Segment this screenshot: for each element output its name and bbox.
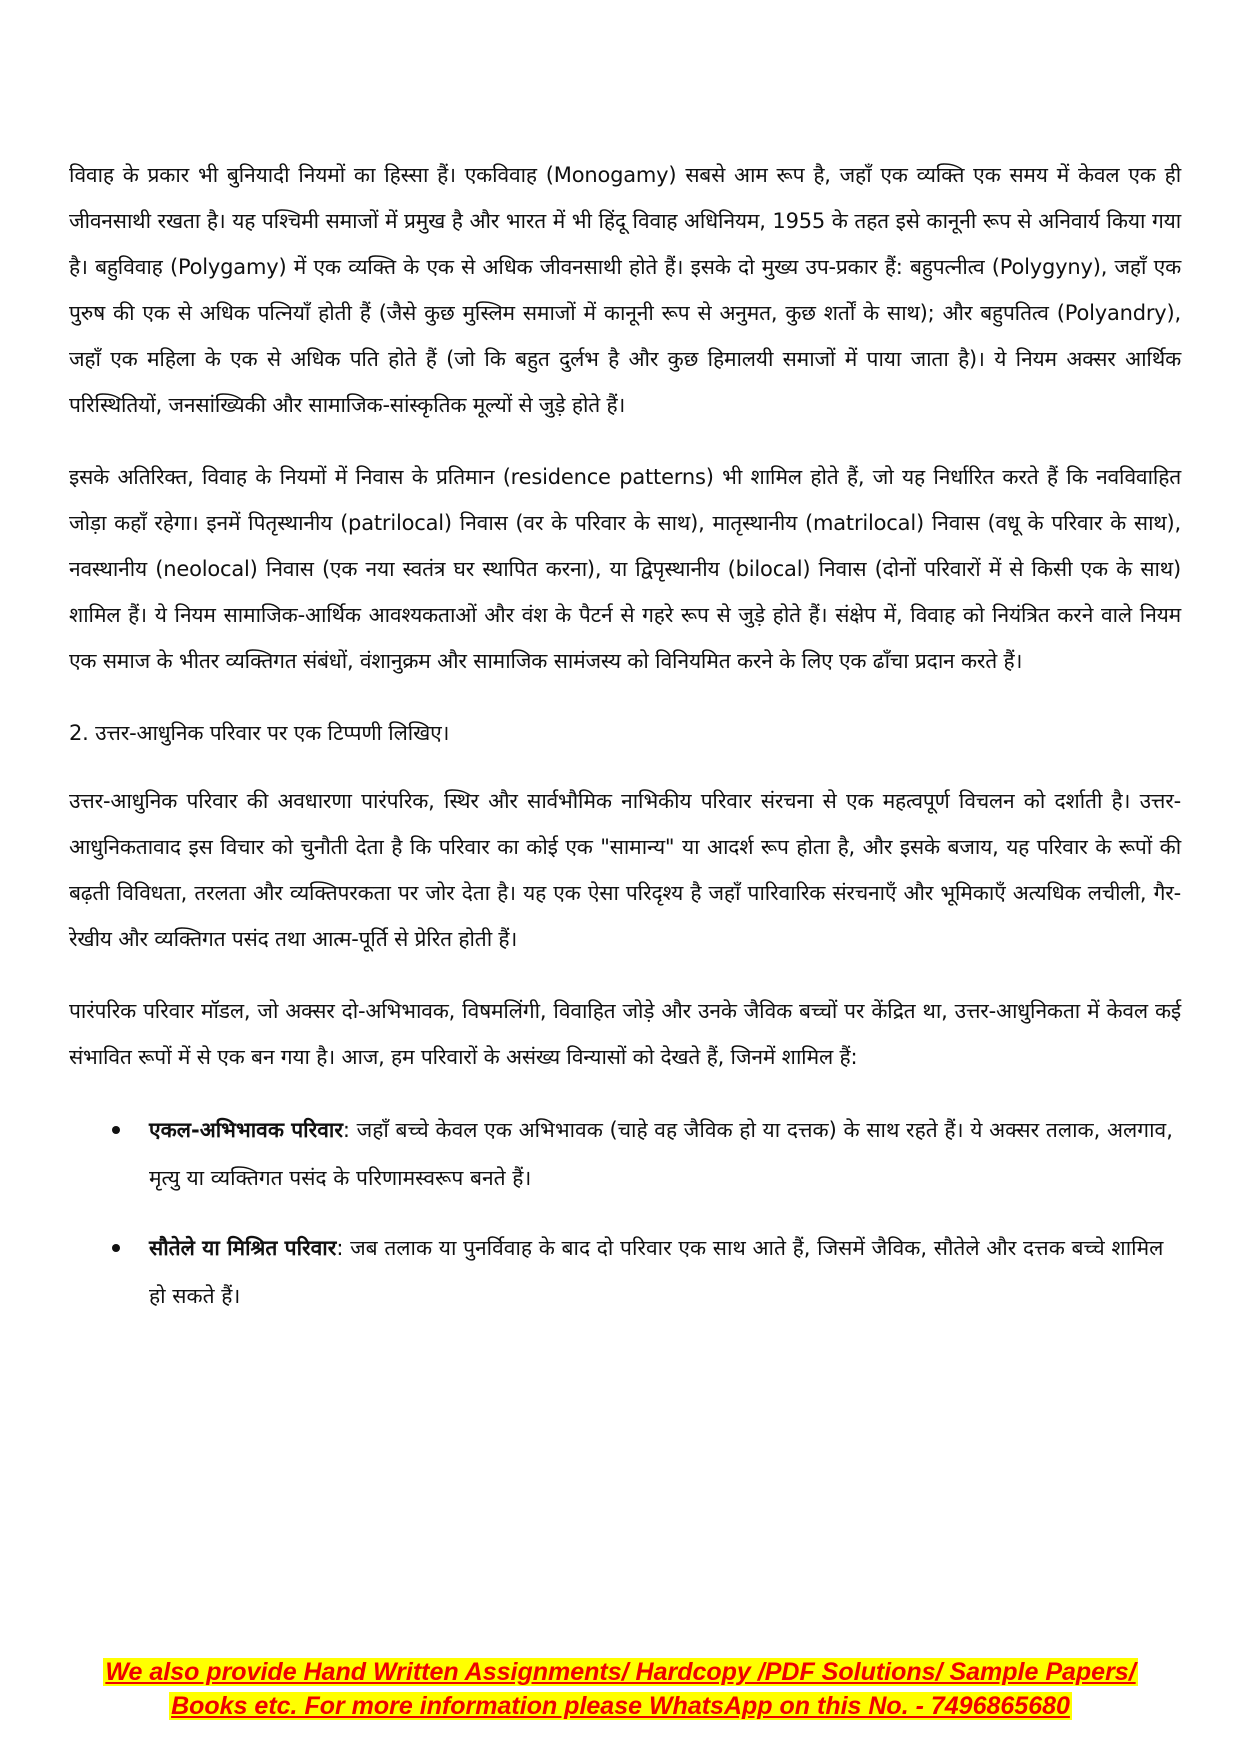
- list-item: [69, 1224, 1181, 1320]
- bullet-icon: [112, 1244, 120, 1252]
- footer-line-1: We also provide Hand Written Assignments/ Hardcopy /PDF Solutions/ Sample Papers/: [105, 1658, 1136, 1686]
- footer-line-2: Books etc. For more information please WhatsApp on this No. - 7496865680: [171, 1692, 1070, 1720]
- list-item-text: : जहाँ बच्चे केवल एक अभिभावक (चाहे वह जैविक हो या दत्तक) के साथ रहते हैं। ये अक्सर तलाक, अलगाव, मृत्यु या व्यक्तिगत पसंद के परिणामस्वरूप बनते हैं।: [149, 1118, 1173, 1190]
- paragraph-marriage-types: विवाह के प्रकार भी बुनियादी नियमों का हिस्सा हैं। एकविवाह (Monogamy) सबसे आम रूप है, जहाँ एक व्यक्ति एक समय में केवल एक ही जीवनसाथी रखता है। यह पश्चिमी समाजों में प्रमुख है और भारत में भी हिंदू विवाह अधिनियम, 1955 के तहत इसे कानूनी रूप से अनिवार्य किया गया है। बहुविवाह (Polygamy) में एक व्यक्ति के एक से अधिक जीवनसाथी होते हैं। इसके दो मुख्य उप-प्रकार हैं: बहुपत्नीत्व (Polygyny), जहाँ एक पुरुष की एक से अधिक पत्नियाँ होती हैं (जैसे कुछ मुस्लिम समाजों में कानूनी रूप से अनुमत, कुछ शर्तों के साथ); और बहुपतित्व (Polyandry), जहाँ एक महिला के एक से अधिक पति होते हैं (जो कि बहुत दुर्लभ है और कुछ हिमालयी समाजों में पाया जाता है)। ये नियम अक्सर आर्थिक परिस्थितियों, जनसांख्यिकी और सामाजिक-सांस्कृतिक मूल्यों से जुड़े होते हैं।: [69, 163, 1181, 417]
- question-heading: 2. उत्तर-आधुनिक परिवार पर एक टिप्पणी लिखिए।: [69, 721, 450, 745]
- list-item-term: सौतेले या मिश्रित परिवार: [149, 1236, 337, 1260]
- paragraph-residence-patterns: इसके अतिरिक्त, विवाह के नियमों में निवास के प्रतिमान (residence patterns) भी शामिल होते हैं, जो यह निर्धारित करते हैं कि नवविवाहित जोड़ा कहाँ रहेगा। इनमें पितृस्थानीय (patrilocal) निवास (वर के परिवार के साथ), मातृस्थानीय (matrilocal) निवास (वधू के परिवार के साथ), नवस्थानीय (neolocal) निवास (एक नया स्वतंत्र घर स्थापित करना), या द्विपृस्थानीय (bilocal) निवास (दोनों परिवारों में से किसी एक के साथ) शामिल हैं। ये नियम सामाजिक-आर्थिक आवश्यकताओं और वंश के पैटर्न से गहरे रूप से जुड़े होते हैं। संक्षेप में, विवाह को नियंत्रित करने वाले नियम एक समाज के भीतर व्यक्तिगत संबंधों, वंशानुक्रम और सामाजिक सामंजस्य को विनियमित करने के लिए एक ढाँचा प्रदान करते हैं।: [69, 465, 1181, 673]
- family-types-list: [69, 1106, 1181, 1320]
- paragraph-postmodern-family: उत्तर-आधुनिक परिवार की अवधारणा पारंपरिक, स्थिर और सार्वभौमिक नाभिकीय परिवार संरचना से एक महत्वपूर्ण विचलन को दर्शाती है। उत्तर-आधुनिकतावाद इस विचार को चुनौती देता है कि परिवार का कोई एक "सामान्य" या आदर्श रूप होता है, और इसके बजाय, यह परिवार के रूपों की बढ़ती विविधता, तरलता और व्यक्तिपरकता पर जोर देता है। यह एक ऐसा परिदृश्य है जहाँ पारिवारिक संरचनाएँ और भूमिकाएँ अत्यधिक लचीली, गैर-रेखीय और व्यक्तिगत पसंद तथा आत्म-पूर्ति से प्रेरित होती हैं।: [69, 789, 1182, 951]
- list-item-text: : जब तलाक या पुनर्विवाह के बाद दो परिवार एक साथ आते हैं, जिसमें जैविक, सौतेले और दत्तक बच्चे शामिल हो सकते हैं।: [149, 1236, 1164, 1308]
- promo-footer: [0, 1655, 1241, 1723]
- bullet-icon: [112, 1126, 120, 1134]
- paragraph-traditional-model: पारंपरिक परिवार मॉडल, जो अक्सर दो-अभिभावक, विषमलिंगी, विवाहित जोड़े और उनके जैविक बच्चों पर केंद्रित था, उत्तर-आधुनिकता में केवल कई संभावित रूपों में से एक बन गया है। आज, हम परिवारों के असंख्य विन्यासों को देखते हैं, जिनमें शामिल हैं:: [69, 999, 1181, 1069]
- list-item-term: एकल-अभिभावक परिवार: [149, 1118, 343, 1142]
- document-page: [69, 152, 1181, 1342]
- list-item: [69, 1106, 1181, 1202]
